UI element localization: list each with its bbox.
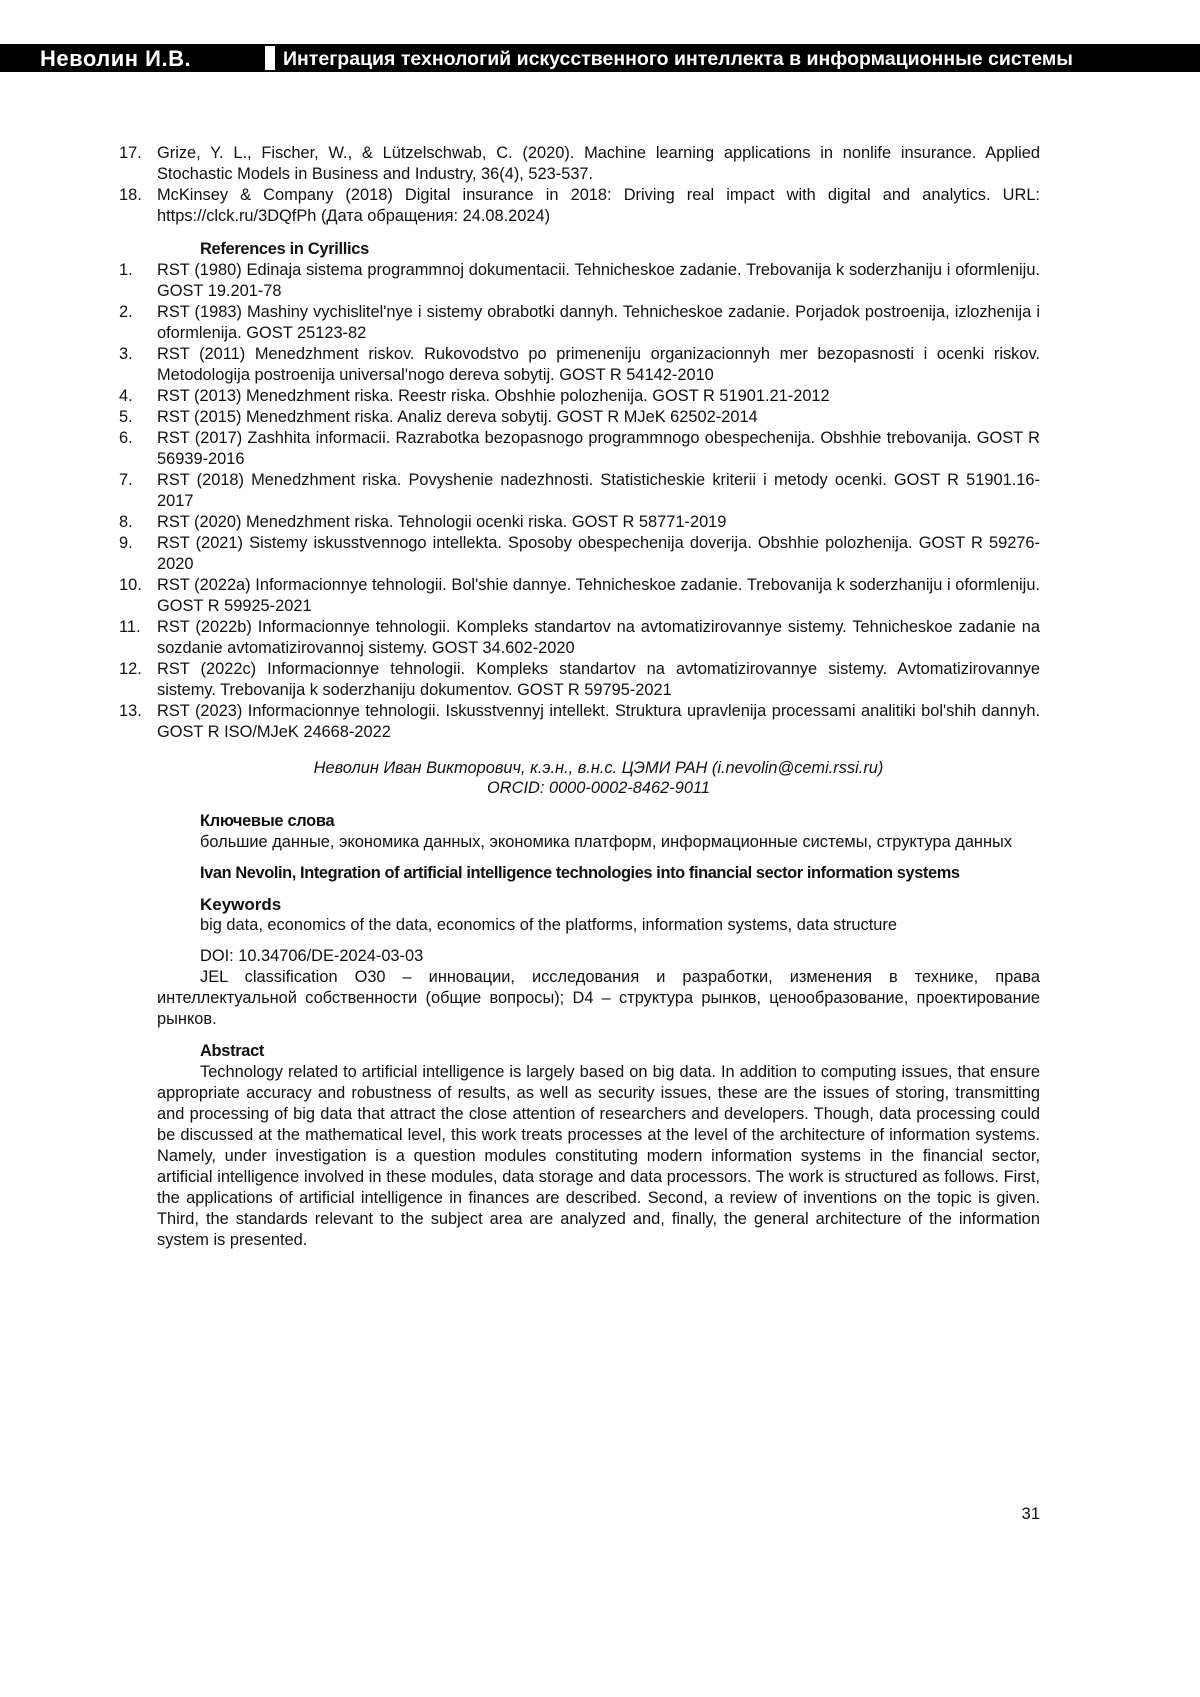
- reference-item: [77, 260, 1040, 302]
- reference-item: [77, 533, 1040, 575]
- reference-text: RST (1980) Edinaja sistema programmnoj dokumentacii. Tehnicheskoe zadanie. Trebovanija k soderzhaniju i oformleniju. GOST 19.201-78: [157, 261, 1040, 300]
- reference-number: 10.: [119, 575, 142, 596]
- reference-list-continued: [77, 143, 1040, 227]
- reference-text: RST (2011) Menedzhment riskov. Rukovodstvo po primeneniju organizacionnyh mer bezopasnosti i ocenki riskov. Metodologija postroenija universal'nogo dereva sobytij. GOST R 54142-2010: [157, 345, 1040, 384]
- reference-number: 17.: [119, 143, 142, 164]
- reference-item: [77, 575, 1040, 617]
- reference-number: 5.: [119, 407, 133, 428]
- reference-text: McKinsey & Company (2018) Digital insurance in 2018: Driving real impact with digital and analytics. URL: https://clck.ru/3DQfPh (Дата обращения: 24.08.2024): [157, 186, 1040, 225]
- reference-number: 1.: [119, 260, 133, 281]
- cyrillics-heading: References in Cyrillics: [200, 239, 1040, 260]
- reference-number: 2.: [119, 302, 133, 323]
- reference-text: RST (2018) Menedzhment riska. Povyshenie nadezhnosti. Statisticheskie kriterii i metody ocenki. GOST R 51901.16-2017: [157, 471, 1040, 510]
- reference-number: 6.: [119, 428, 133, 449]
- reference-number: 12.: [119, 659, 142, 680]
- orcid-line: ORCID: 0000-0002-8462-9011: [157, 778, 1040, 798]
- reference-item: [77, 428, 1040, 470]
- reference-number: 4.: [119, 386, 133, 407]
- reference-text: RST (2013) Menedzhment riska. Reestr riska. Obshhie polozhenija. GOST R 51901.21-2012: [157, 387, 830, 405]
- keywords-en-title: Keywords: [157, 894, 1040, 915]
- reference-number: 18.: [119, 185, 142, 206]
- reference-number: 3.: [119, 344, 133, 365]
- running-header: [0, 44, 1200, 72]
- reference-item: [77, 470, 1040, 512]
- page-content: [157, 143, 1040, 1251]
- reference-number: 8.: [119, 512, 133, 533]
- reference-text: RST (2023) Informacionnye tehnologii. Iskusstvennyj intellekt. Struktura upravlenija processami analitiki bol'shih dannyh. GOST R ISO/MJeK 24668-2022: [157, 702, 1040, 741]
- english-article-title: Ivan Nevolin, Integration of artificial intelligence technologies into financial sector information systems: [157, 863, 1040, 884]
- reference-text: RST (2022b) Informacionnye tehnologii. Kompleks standartov na avtomatizirovannye sistemy. Tehnicheskoe zadanie na sozdanie avtomatizirovannoj sistemy. GOST 34.602-2020: [157, 618, 1040, 657]
- reference-item: [77, 386, 1040, 407]
- reference-text: RST (2022c) Informacionnye tehnologii. Kompleks standartov na avtomatizirovannye sistemy. Avtomatizirovannye sistemy. Trebovanija k soderzhaniju dokumentov. GOST R 59795-2021: [157, 660, 1040, 699]
- doi-line: DOI: 10.34706/DE-2024-03-03: [157, 946, 1040, 967]
- header-divider: [265, 46, 275, 70]
- cyrillics-reference-list: [77, 260, 1040, 743]
- reference-item: [77, 512, 1040, 533]
- keywords-ru: [157, 811, 1040, 853]
- abstract-title: Abstract: [157, 1041, 1040, 1062]
- reference-item: [77, 143, 1040, 185]
- reference-text: RST (2020) Menedzhment riska. Tehnologii ocenki riska. GOST R 58771-2019: [157, 513, 726, 531]
- reference-number: 11.: [119, 617, 141, 638]
- header-title: Интеграция технологий искусственного интеллекта в информационные системы: [283, 44, 1073, 72]
- reference-item: [77, 344, 1040, 386]
- keywords-ru-text: большие данные, экономика данных, экономика платформ, информационные системы, структура данных: [157, 832, 1040, 853]
- page-number: 31: [1020, 1505, 1040, 1524]
- reference-text: RST (2021) Sistemy iskusstvennogo intellekta. Sposoby obespechenija doverija. Obshhie polozhenija. GOST R 59276-2020: [157, 534, 1040, 573]
- reference-number: 7.: [119, 470, 133, 491]
- reference-number: 9.: [119, 533, 133, 554]
- reference-text: RST (1983) Mashiny vychislitel'nye i sistemy obrabotki dannyh. Tehnicheskoe zadanie. Porjadok postroenija, izlozhenija i oformlenija. GOST 25123-82: [157, 303, 1040, 342]
- reference-text: Grize, Y. L., Fischer, W., & Lützelschwab, C. (2020). Machine learning applications in nonlife insurance. Applied Stochastic Models in Business and Industry, 36(4), 523-537.: [157, 144, 1040, 183]
- reference-item: [77, 302, 1040, 344]
- author-line: Неволин Иван Викторович, к.э.н., в.н.с. ЦЭМИ РАН (i.nevolin@cemi.rssi.ru): [157, 758, 1040, 778]
- header-author: Неволин И.В.: [40, 44, 191, 72]
- author-info: [157, 758, 1040, 798]
- reference-item: [77, 701, 1040, 743]
- keywords-en-text: big data, economics of the data, economics of the platforms, information systems, data structure: [157, 915, 1040, 936]
- reference-item: [77, 185, 1040, 227]
- reference-text: RST (2017) Zashhita informacii. Razrabotka bezopasnogo programmnogo obespechenija. Obshhie trebovanija. GOST R 56939-2016: [157, 429, 1040, 468]
- reference-item: [77, 617, 1040, 659]
- abstract-text: Technology related to artificial intelligence is largely based on big data. In addition to computing issues, that ensure appropriate accuracy and robustness of results, as well as security issues, these are the issues of storing, transmitting and processing of big data that attract the close attention of researchers and developers. Though, data processing could be discussed at the mathematical level, this work treats processes at the level of the architecture of information systems. Namely, under investigation is a question modules constituting modern information systems in the financial sector, artificial intelligence involved in these modules, data storage and data processors. The work is structured as follows. First, the applications of artificial intelligence in finances are described. Second, a review of inventions on the topic is given. Third, the standards relevant to the subject area are analyzed and, finally, the general architecture of the information system is presented.: [157, 1062, 1040, 1251]
- reference-item: [77, 407, 1040, 428]
- reference-item: [77, 659, 1040, 701]
- keywords-ru-title: Ключевые слова: [157, 811, 1040, 832]
- reference-text: RST (2015) Menedzhment riska. Analiz dereva sobytij. GOST R MJeK 62502-2014: [157, 408, 758, 426]
- jel-classification: JEL classification O30 – инновации, исследования и разработки, изменения в технике, права интеллектуальной собственности (общие вопросы); D4 – структура рынков, ценообразование, проектирование рынков.: [157, 967, 1040, 1030]
- reference-text: RST (2022a) Informacionnye tehnologii. Bol'shie dannye. Tehnicheskoe zadanie. Trebovanija k soderzhaniju i oformleniju. GOST R 59925-2021: [157, 576, 1040, 615]
- reference-number: 13.: [119, 701, 142, 722]
